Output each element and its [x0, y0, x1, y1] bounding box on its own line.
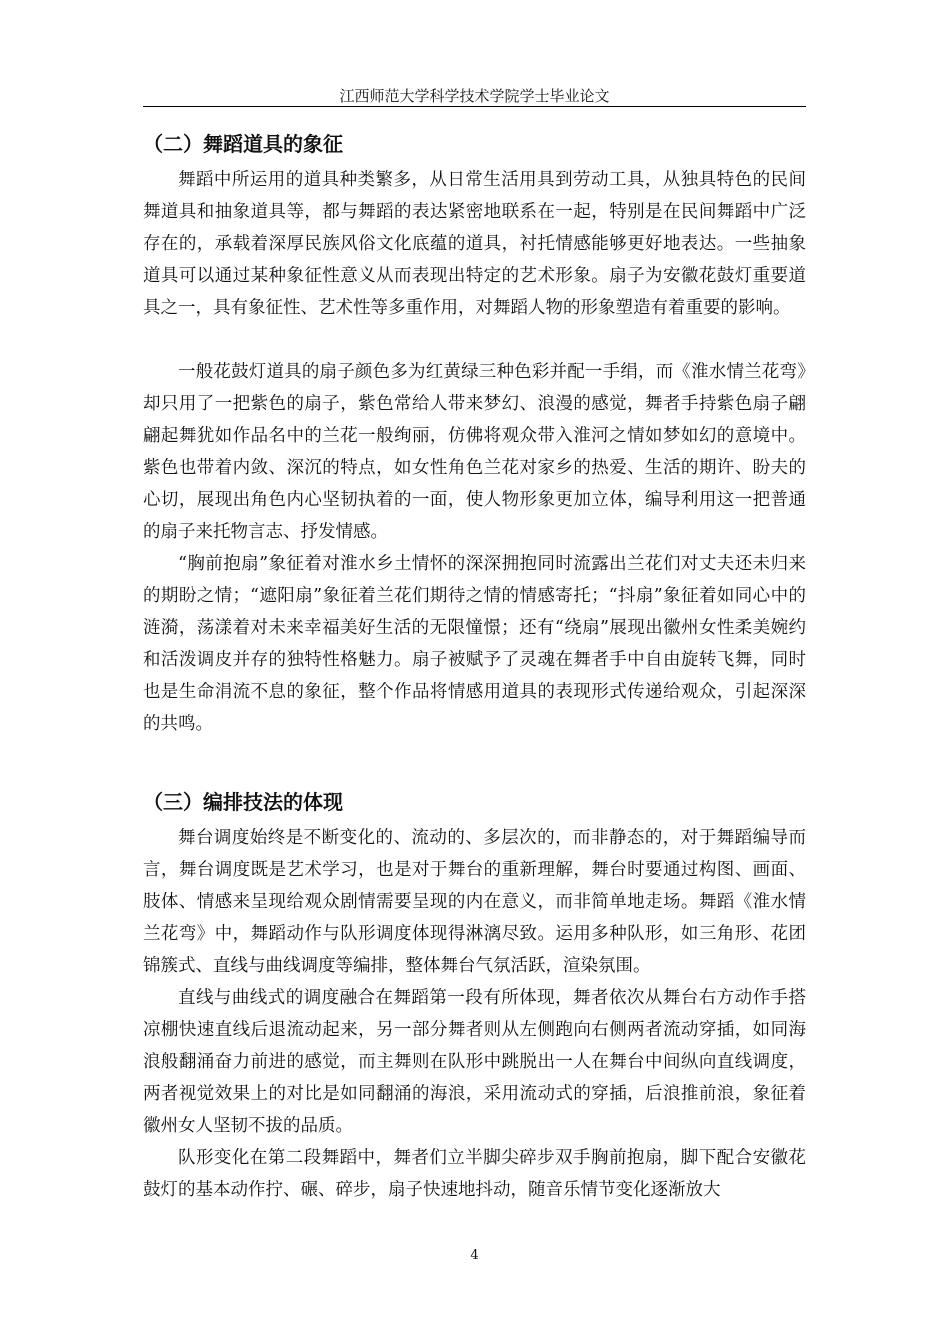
running-header: 江西师范大学科学技术学院学士毕业论文 — [339, 87, 610, 105]
paragraph: 舞蹈中所运用的道具种类繁多，从日常生活用具到劳动工具，从独具特色的民间舞道具和抽象道具等，都与舞蹈的表达紧密地联系在一起，特别是在民间舞蹈中广泛存在的，承载着深厚民族风俗文化底蕴的道具，衬托情感能够更好地表达。一些抽象道具可以通过某种象征性意义从而表现出特定的艺术形象。扇子为安徽花鼓灯重要道具之一，具有象征性、艺术性等多重作用，对舞蹈人物的形象塑造有着重要的影响。 — [143, 170, 806, 318]
section-heading-choreography: （三）编排技法的体现 — [143, 790, 343, 814]
page-number: 4 — [470, 1248, 479, 1263]
section-heading-props: （二）舞蹈道具的象征 — [143, 132, 343, 156]
paragraph: “胸前抱扇”象征着对淮水乡土情怀的深深拥抱同时流露出兰花们对丈夫还未归来的期盼之情；“遮阳扇”象征着兰花们期待之情的情感寄托；“抖扇”象征着如同心中的涟漪，荡漾着对未来幸福美好生活的无限憧憬；还有“绕扇”展现出徽州女性柔美婉约和活泼调皮并存的独特性格魅力。扇子被赋予了灵魂在舞者手中自由旋转飞舞，同时也是生命涓流不息的象征，整个作品将情感用道具的表现形式传递给观众，引起深深的共鸣。 — [143, 554, 806, 734]
paragraph: 舞台调度始终是不断变化的、流动的、多层次的，而非静态的，对于舞蹈编导而言，舞台调度既是艺术学习，也是对于舞台的重新理解，舞台时要通过构图、画面、肢体、情感来呈现给观众剧情需要呈现的内在意义，而非简单地走场。舞蹈《淮水情兰花弯》中，舞蹈动作与队形调度体现得淋漓尽致。运用多种队形，如三角形、花团锦簇式、直线与曲线调度等编排，整体舞台气氛活跃，渲染氛围。 — [143, 828, 806, 976]
paragraph: 直线与曲线式的调度融合在舞蹈第一段有所体现，舞者依次从舞台右方动作手搭凉棚快速直线后退流动起来，另一部分舞者则从左侧跑向右侧两者流动穿插，如同海浪般翻涌奋力前进的感觉，而主舞则在队形中跳脱出一人在舞台中间纵向直线调度，两者视觉效果上的对比是如同翻涌的海浪，采用流动式的穿插，后浪推前浪，象征着徽州女人坚韧不拔的品质。 — [143, 988, 806, 1136]
paragraph: 一般花鼓灯道具的扇子颜色多为红黄绿三种色彩并配一手绢，而《淮水情兰花弯》却只用了一把紫色的扇子，紫色常给人带来梦幻、浪漫的感觉，舞者手持紫色扇子翩翩起舞犹如作品名中的兰花一般绚丽，仿佛将观众带入淮河之情如梦如幻的意境中。紫色也带着内敛、深沉的特点，如女性角色兰花对家乡的热爱、生活的期许、盼夫的心切，展现出角色内心坚韧执着的一面，使人物形象更加立体，编导利用这一把普通的扇子来托物言志、抒发情感。 — [143, 362, 806, 542]
paragraph: 队形变化在第二段舞蹈中，舞者们立半脚尖碎步双手胸前抱扇，脚下配合安徽花鼓灯的基本动作拧、碾、碎步，扇子快速地抖动，随音乐情节变化逐渐放大 — [143, 1148, 806, 1200]
header-rule — [143, 106, 806, 107]
